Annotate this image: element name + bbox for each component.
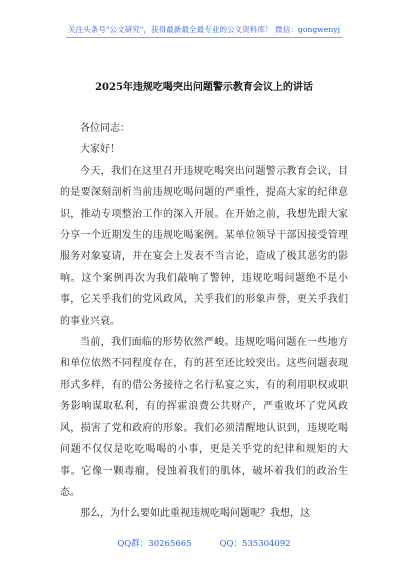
paragraph: 当前，我们面临的形势依然严峻。违规吃喝问题在一些地方和单位依然不同程度存在，有的甚至还比较突出。这些问题表现形式多样，有的借公务接待之名行私宴之实，有的利用职权或职务影响谋取私利，有的挥霍浪费公共财产，严重败坏了党风政风，损害了党和政府的形象。我们必须清醒地认识到，违规吃喝问题不仅仅是吃吃喝喝的小事，更是关乎党的纪律和规矩的大事。它像一颗毒瘤，侵蚀着我们的肌体，破坏着我们的政治生态。 bbox=[60, 337, 348, 498]
salutation: 各位同志： bbox=[80, 123, 130, 134]
header-promo-note: 关注头条号"公文研究"，获得最新最全最专业的公文资料库！ 微信：gongwenyj bbox=[67, 25, 341, 34]
paragraph: 今天，我们在这里召开违规吃喝突出问题警示教育会议，目的是要深刻剖析当前违规吃喝问题的严重性，提高大家的纪律意识，推动专项整治工作的深入开展。在开始之前，我想先跟大家分享一个近期发生的违规吃喝案例。某单位领导干部因接受管理服务对象宴请，并在宴会上发表不当言论，造成了极其恶劣的影响。这个案例再次为我们敲响了警钟，违规吃喝问题绝不是小事，它关乎我们的党风政风，关乎我们的形象声誉，更关乎我们的事业兴衰。 bbox=[60, 165, 348, 327]
document-title: 2025年违规吃喝突出问题警示教育会议上的讲话 bbox=[95, 82, 313, 93]
header-divider bbox=[66, 37, 342, 38]
footer-qq-group: QQ群：30265665 bbox=[117, 539, 192, 549]
footer-contact bbox=[0, 537, 408, 549]
greeting: 大家好！ bbox=[80, 144, 120, 156]
footer-qq: QQ：535304092 bbox=[219, 539, 291, 549]
document-body bbox=[60, 118, 348, 525]
paragraph: 那么，为什么要如此重视违规吃喝问题呢？我想，这 bbox=[80, 508, 310, 520]
